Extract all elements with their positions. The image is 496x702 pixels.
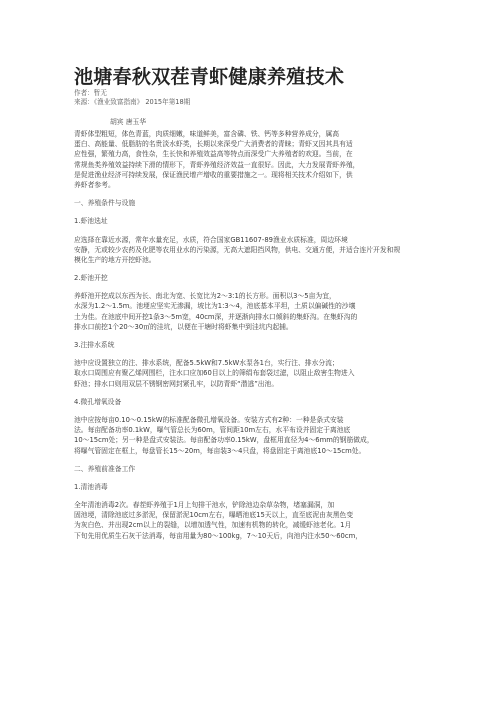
body-text-line: 固池埂，清除池底过多淤泥，保留淤泥10cm左右，曝晒池底15天以上，直至底泥由灰黑色变 <box>74 511 354 520</box>
body-text-line: 蛋白、高能量、低脂肪的名贵淡水虾类，长期以来深受广大消费者的青睐；青虾又因其具有适 <box>74 140 353 149</box>
paragraph-gap <box>74 474 424 482</box>
paragraph-gap <box>74 265 424 273</box>
article-source: 来源：《渔业致富指南》 2015年第18期 <box>74 98 191 106</box>
paragraph-gap <box>74 492 424 500</box>
paragraph-gap <box>74 389 424 397</box>
body-text-line: 土为佳。在池底中间开挖1条3～5m宽，40cm深，并逐渐向排水口倾斜的集虾沟。在集虾沟的 <box>74 312 358 321</box>
paragraph-gap <box>74 283 424 291</box>
section-heading: 一、养殖条件与设施 <box>74 199 136 208</box>
section-heading: 4.微孔增氧设备 <box>74 397 122 406</box>
article-byline: 胡宾 唐玉华 <box>110 118 147 126</box>
body-text-line: 为灰白色、并出现2cm以上的裂缝，以增加透气性，加速有机物的转化，减缓虾池老化。1月 <box>74 521 352 530</box>
paragraph-gap <box>74 407 424 415</box>
paragraph-gap <box>74 208 424 216</box>
body-text-line: 下旬先用优质生石灰干法消毒，每亩用量为80～100kg，7～10天后，向池内注水50～60cm， <box>74 531 363 540</box>
body-text-line: 应选择在靠近水源，常年水量充足，水质，符合国家GB11607-89渔业水质标准，周边环境 <box>74 235 348 244</box>
paragraph-gap <box>74 350 424 358</box>
body-text-line: 养虾池开挖成以东西为长、南北为宽、长宽比为2～3:1的长方形。面积以3～5亩为宜， <box>74 292 336 301</box>
section-heading: 1.清池消毒 <box>74 482 108 491</box>
body-text-line: 池中应按每亩0.10～0.15kW的标准配备微孔增氧设备。安装方式有2种：一种是条式安装 <box>74 415 344 424</box>
paragraph-gap <box>74 190 424 198</box>
body-text-line: 10～15cm处；另一种是盘式安装法。每亩配备功率0.15kW，盘框用直径为4～6mm的钢筋做成， <box>74 436 374 445</box>
article-body <box>74 129 424 541</box>
section-heading: 1.虾池选址 <box>74 217 108 226</box>
body-text-line: 池中应设置独立的注、排水系统，配备5.5kW和7.5kW水泵各1台，实行注、排水分流； <box>74 359 339 368</box>
body-text-line: 水深为1.2～1.5m。池埂应坚实无渗漏，坡比为1:3～4，池底基本平坦，土质以偏碱性的沙壤 <box>74 302 356 311</box>
body-text-line: 养虾者参考。 <box>74 180 115 189</box>
section-heading: 2.虾池开挖 <box>74 274 108 283</box>
body-text-line: 常规鱼类养殖效益持续下滑的情形下，青虾养殖经济效益一直很好。因此，大力发展青虾养殖， <box>74 160 360 169</box>
body-text-line: 将曝气管固定在框上，每盘管长15～20m，每亩装3～4只盘，将盘固定于离池底10～15cm处。 <box>74 446 366 455</box>
section-heading: 二、养殖前准备工作 <box>74 464 136 473</box>
body-text-line: 法。每亩配备功率0.1kW，曝气管总长为60m，管间距10m左右，水平布设并固定于离池底 <box>74 426 351 435</box>
paragraph-gap <box>74 332 424 340</box>
body-text-line: 排水口前挖1个20～30㎡的洼坑，以便在干塘时将虾集中到洼坑内起捕。 <box>74 322 293 331</box>
body-text-line: 模化生产的地方开挖虾池。 <box>74 255 156 264</box>
body-text-line: 青虾体型粗短，体色青蓝，肉质细嫩，味道鲜美，富含磷、铁、钙等多种营养成分，属高 <box>74 130 340 138</box>
body-text-line: 应性强，繁殖力高，食性杂，生长快和养殖效益高等特点而深受广大养殖者的欢迎。当前，在 <box>74 150 353 159</box>
paragraph-gap <box>74 456 424 464</box>
article-title: 池塘春秋双茬青虾健康养殖技术 <box>74 66 345 88</box>
section-heading: 3.注排水系统 <box>74 341 115 349</box>
body-text-line: 安静，无或较少农药及化肥等农用业水的污染源，无高大遮阳挡风物，供电、交通方便，并适合连片开发和规 <box>74 245 401 254</box>
body-text-line: 取水口周围应有聚乙烯网围栏，注水口应加60目以上的筛绢布套袋过滤，以阻止敌害生物进入 <box>74 369 355 378</box>
body-text-line: 是促进渔业经济可持续发展，保证渔民增产增收的重要措施之一。现将相关技术介绍如下，供 <box>74 170 353 179</box>
body-text-line: 全年清池消毒2次。春茬虾养殖于1月上旬排干池水，铲除池边杂草杂物，堵塞漏洞，加 <box>74 501 335 510</box>
paragraph-gap <box>74 227 424 235</box>
article-author: 作者：暂无 <box>74 89 107 97</box>
body-text-line: 虾池；排水口则用双层不锈钢密网封紧孔牢，以防青虾“潜逃”出池。 <box>74 379 279 388</box>
